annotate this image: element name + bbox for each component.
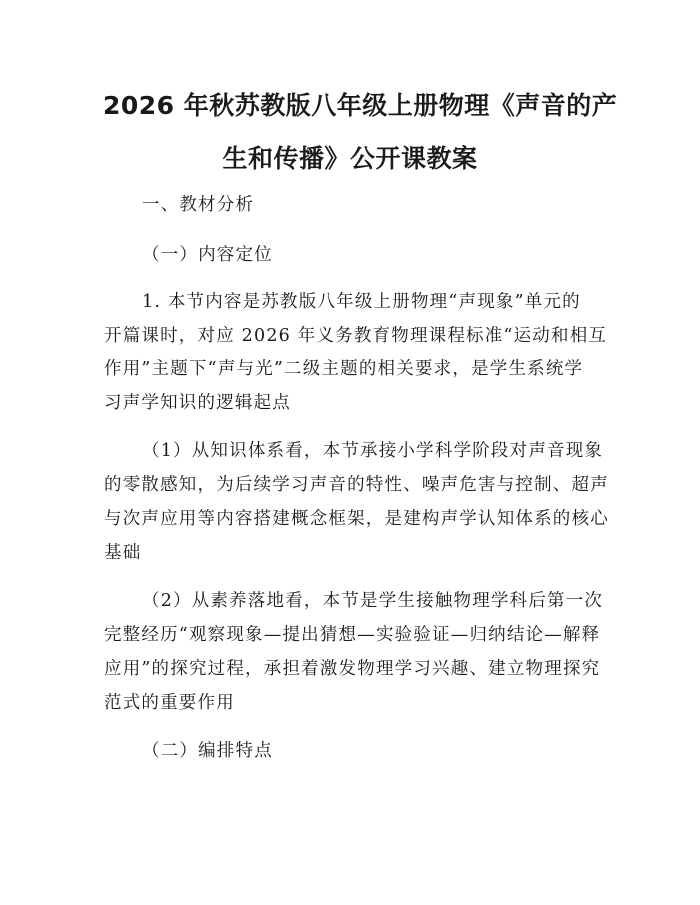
- document-title-line-1: 2026 年秋苏教版八年级上册物理《声音的产: [103, 91, 618, 120]
- paragraph-3-line-1: （2）从素养落地看，本节是学生接触物理学科后第一次: [142, 591, 604, 611]
- section-heading-textbook-analysis: 一、教材分析: [142, 195, 255, 215]
- paragraph-2-line-3: 与次声应用等内容搭建概念框架，是建构声学认知体系的核心: [104, 509, 609, 529]
- paragraph-1-line-1: 1. 本节内容是苏教版八年级上册物理“声现象”单元的: [142, 292, 581, 312]
- paragraph-3-line-2: 完整经历“观察现象—提出猜想—实验验证—归纳结论—解释: [104, 625, 601, 645]
- subsection-heading-content-positioning: （一）内容定位: [142, 245, 273, 265]
- paragraph-2-line-2: 的零散感知，为后续学习声音的特性、噪声危害与控制、超声: [104, 475, 609, 495]
- paragraph-1-line-4: 习声学知识的逻辑起点: [104, 393, 291, 413]
- paragraph-1-line-2: 开篇课时，对应 2026 年义务教育物理课程标准“运动和相互: [104, 326, 608, 346]
- paragraph-1-line-3: 作用”主题下“声与光”二级主题的相关要求，是学生系统学: [104, 359, 584, 379]
- paragraph-3-line-3: 应用”的探究过程，承担着激发物理学习兴趣、建立物理探究: [104, 659, 601, 679]
- paragraph-3-line-4: 范式的重要作用: [104, 693, 235, 713]
- subsection-heading-arrangement-features: （二）编排特点: [142, 741, 273, 761]
- document-title-line-2: 生和传播》公开课教案: [222, 144, 478, 173]
- paragraph-2-line-1: （1）从知识体系看，本节承接小学科学阶段对声音现象: [142, 441, 604, 461]
- paragraph-2-line-4: 基础: [104, 543, 142, 563]
